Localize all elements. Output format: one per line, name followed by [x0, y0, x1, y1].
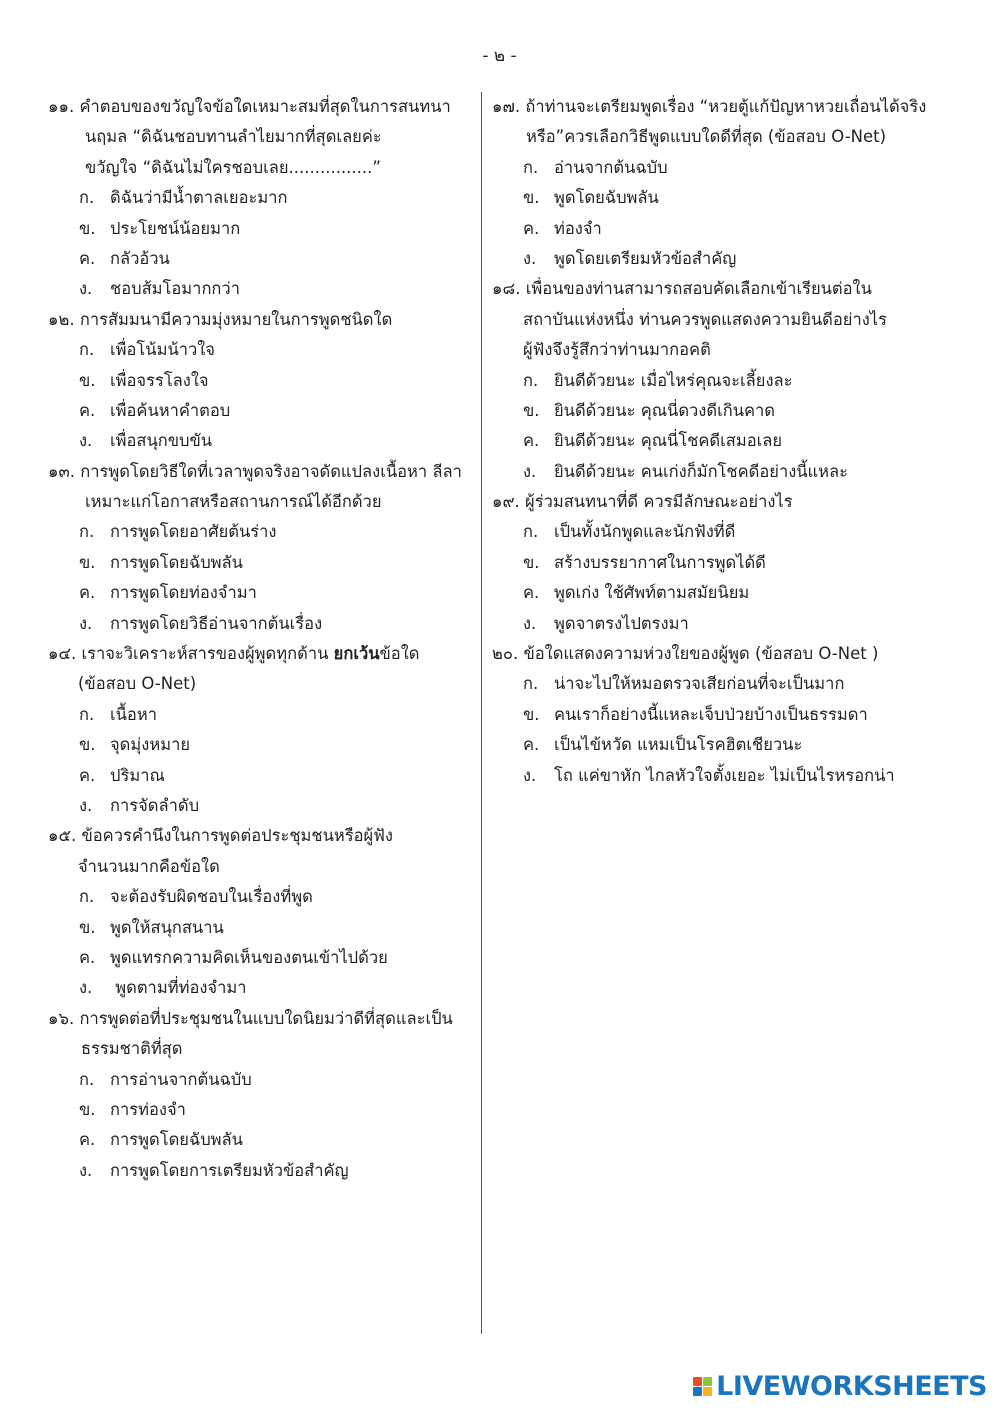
answer-option[interactable]: [492, 244, 962, 274]
answer-option[interactable]: [492, 153, 962, 183]
option-letter: ง.: [523, 765, 537, 785]
question-text: ๑๖. การพูดต่อที่ประชุมชนในแบบใดนิยมว่าดีที่สุดและเป็น: [48, 1004, 473, 1034]
question-text: ๑๒. การสัมมนามีความมุ่งหมายในการพูดชนิดใด: [48, 305, 473, 335]
question-16: [48, 1004, 473, 1186]
answer-option[interactable]: [48, 913, 473, 943]
answer-option[interactable]: [48, 882, 473, 912]
answer-option[interactable]: [48, 973, 473, 1003]
option-letter: ง.: [523, 613, 537, 633]
option-letter: ก.: [523, 674, 539, 694]
option-text: โถ แค่ขาหัก ไกลหัวใจตั้งเยอะ ไม่เป็นไรหรอกน่า: [554, 765, 895, 785]
option-text: พูดตามที่ท่องจำมา: [110, 978, 247, 998]
answer-option[interactable]: [48, 730, 473, 760]
option-letter: ข.: [523, 552, 540, 572]
question-text: ๒๐. ข้อใดแสดงความห่วงใยของผู้พูด (ข้อสอบ O-Net ): [492, 639, 962, 669]
option-letter: ข.: [523, 188, 540, 208]
answer-option[interactable]: [492, 457, 962, 487]
option-text: พูดจาตรงไปตรงมา: [554, 613, 689, 633]
answer-option[interactable]: [48, 517, 473, 547]
option-letter: ง.: [79, 1160, 93, 1180]
question-text-continued: เหมาะแก่โอกาสหรือสถานการณ์ได้อีกด้วย: [85, 492, 382, 512]
answer-option[interactable]: [492, 730, 962, 760]
option-letter: ค.: [79, 248, 96, 268]
option-letter: ง.: [79, 978, 93, 998]
logo-square: [693, 1377, 702, 1386]
option-text: น่าจะไปให้หมอตรวจเสียก่อนที่จะเป็นมาก: [554, 674, 845, 694]
question-11: [48, 92, 473, 305]
emphasis-except: ยกเว้น: [333, 644, 380, 664]
question-text: ๑๓. การพูดโดยวิธีใดที่เวลาพูดจริงอาจดัดแปลงเนื้อหา ลีลา: [48, 457, 473, 487]
option-text: การท่องจำ: [110, 1099, 186, 1119]
option-text: อ่านจากต้นฉบับ: [554, 157, 668, 177]
logo-square: [693, 1387, 702, 1396]
option-text: กลัวอ้วน: [110, 248, 170, 268]
option-letter: ง.: [79, 431, 93, 451]
column-divider: [481, 92, 482, 1334]
option-text: จุดมุ่งหมาย: [110, 735, 191, 755]
option-letter: ก.: [79, 1069, 95, 1089]
option-text: การพูดโดยอาศัยต้นร่าง: [110, 522, 277, 542]
option-text: เป็นไข้หวัด แหมเป็นโรคฮิตเชียวนะ: [554, 735, 803, 755]
option-letter: ก.: [79, 340, 95, 360]
option-text: การจัดลำดับ: [110, 795, 200, 815]
question-text-continued: ผู้ฟังจึงรู้สึกว่าท่านมากอคติ: [523, 340, 711, 360]
question-text-continued: ขวัญใจ “ดิฉันไม่ใครชอบเลย................”: [85, 157, 381, 177]
option-text: การอ่านจากต้นฉบับ: [110, 1069, 252, 1089]
answer-option[interactable]: [48, 335, 473, 365]
answer-option[interactable]: [492, 609, 962, 639]
option-letter: ค.: [523, 583, 540, 603]
answer-option[interactable]: [492, 214, 962, 244]
option-text: เพื่อโน้มน้าวใจ: [110, 340, 215, 360]
option-text: ท่องจำ: [554, 218, 602, 238]
question-text: ๑๙. ผู้ร่วมสนทนาที่ดี ควรมีลักษณะอย่างไร: [492, 487, 962, 517]
option-letter: ค.: [79, 583, 96, 603]
question-19: [492, 487, 962, 639]
option-letter: ง.: [523, 248, 537, 268]
answer-option[interactable]: [492, 669, 962, 699]
option-text: ปริมาณ: [110, 765, 165, 785]
logo-square: [703, 1387, 712, 1396]
option-letter: ก.: [79, 887, 95, 907]
question-20: [492, 639, 962, 791]
option-letter: ค.: [79, 947, 96, 967]
option-text: ประโยชน์น้อยมาก: [110, 218, 241, 238]
question-number: ๒๐.: [492, 644, 519, 664]
option-text: การพูดโดยวิธีอ่านจากต้นเรื่อง: [110, 613, 323, 633]
answer-option[interactable]: [48, 943, 473, 973]
option-letter: ก.: [523, 522, 539, 542]
option-letter: ค.: [79, 1130, 96, 1150]
answer-option[interactable]: [48, 791, 473, 821]
option-text: พูดแทรกความคิดเห็นของตนเข้าไปด้วย: [110, 947, 388, 967]
option-letter: ก.: [79, 522, 95, 542]
option-letter: ข.: [523, 400, 540, 420]
option-text: จะต้องรับผิดชอบในเรื่องที่พูด: [110, 887, 313, 907]
option-text: เพื่อจรรโลงใจ: [110, 370, 209, 390]
answer-option[interactable]: [48, 548, 473, 578]
option-text: เป็นทั้งนักพูดและนักฟังที่ดี: [554, 522, 736, 542]
answer-option[interactable]: [492, 548, 962, 578]
question-number: ๑๙.: [492, 492, 520, 512]
question-text: ๑๘. เพื่อนของท่านสามารถสอบคัดเลือกเข้าเรียนต่อใน: [492, 274, 962, 304]
option-letter: ข.: [79, 1099, 96, 1119]
question-number: ๑๓.: [48, 461, 75, 481]
answer-option[interactable]: [492, 426, 962, 456]
option-letter: ง.: [79, 613, 93, 633]
option-text: เนื้อหา: [110, 704, 157, 724]
option-text: เพื่อค้นหาคำตอบ: [110, 400, 231, 420]
logo-square: [703, 1377, 712, 1386]
option-letter: ก.: [79, 704, 95, 724]
question-text-continued: นฤมล “ดิฉันชอบทานลำไยมากที่สุดเลยค่ะ: [85, 127, 382, 147]
option-letter: ข.: [79, 370, 96, 390]
answer-option[interactable]: [48, 366, 473, 396]
answer-option[interactable]: [48, 1095, 473, 1125]
answer-option[interactable]: [492, 578, 962, 608]
option-letter: ก.: [523, 157, 539, 177]
question-text-continued: จำนวนมากคือข้อใด: [78, 856, 220, 876]
answer-option[interactable]: [48, 761, 473, 791]
answer-option[interactable]: [492, 183, 962, 213]
option-letter: ง.: [523, 461, 537, 481]
answer-option[interactable]: [492, 700, 962, 730]
option-text: การพูดโดยการเตรียมหัวข้อสำคัญ: [110, 1160, 349, 1180]
question-text-continued: สถาบันแห่งหนึ่ง ท่านควรพูดแสดงความยินดีอย่างไร: [523, 309, 887, 329]
question-number: ๑๗.: [492, 97, 521, 116]
option-text: สร้างบรรยากาศในการพูดได้ดี: [554, 552, 766, 572]
answer-option[interactable]: [48, 183, 473, 213]
option-text: เพื่อสนุกขบขัน: [110, 431, 213, 451]
question-15: [48, 821, 473, 1003]
question-number: ๑๔.: [48, 644, 77, 664]
question-18: [492, 274, 962, 487]
question-14: [48, 639, 473, 821]
answer-option[interactable]: [492, 517, 962, 547]
answer-option[interactable]: [492, 761, 962, 791]
question-text: ๑๑. คำตอบของขวัญใจข้อใดเหมาะสมที่สุดในการสนทนา: [48, 92, 473, 122]
option-text: คนเราก็อย่างนี้แหละเจ็บป่วยบ้างเป็นธรรมดา: [554, 704, 868, 724]
option-text: การพูดโดยฉับพลัน: [110, 1130, 243, 1150]
option-text: พูดเก่ง ใช้ศัพท์ตามสมัยนิยม: [554, 583, 750, 603]
option-letter: ค.: [523, 431, 540, 451]
option-text: ยินดีด้วยนะ เมื่อไหร่คุณจะเลี้ยงละ: [554, 370, 793, 390]
option-letter: ค.: [523, 735, 540, 755]
question-number: ๑๒.: [48, 309, 75, 329]
liveworksheets-logo-icon: [693, 1377, 712, 1396]
option-text: พูดโดยฉับพลัน: [554, 188, 659, 208]
answer-option[interactable]: [48, 214, 473, 244]
question-12: [48, 305, 473, 457]
option-letter: ข.: [523, 704, 540, 724]
question-number: ๑๑.: [48, 97, 75, 116]
question-number: ๑๘.: [492, 279, 521, 299]
option-letter: ค.: [79, 400, 96, 420]
answer-option[interactable]: [48, 1125, 473, 1155]
question-text: ๑๔. เราจะวิเคราะห์สารของผู้พูดทุกด้าน ยกเว้นข้อใด: [48, 639, 473, 669]
question-text: ๑๗. ถ้าท่านจะเตรียมพูดเรื่อง “หวยตู้แก้ปัญหาหวยเถื่อนได้จริง: [492, 92, 962, 122]
option-text: ยินดีด้วยนะ คนเก่งก็มักโชคดีอย่างนี้แหละ: [554, 461, 849, 481]
question-text-continued: หรือ”ควรเลือกวิธีพูดแบบใดดีที่สุด (ข้อสอบ O-Net): [526, 127, 887, 147]
logo-text: LIVEWORKSHEETS: [716, 1370, 987, 1402]
question-number: ๑๕.: [48, 826, 77, 846]
answer-option[interactable]: [492, 366, 962, 396]
option-letter: ข.: [79, 218, 96, 238]
option-text: พูดโดยเตรียมหัวข้อสำคัญ: [554, 248, 737, 268]
question-text-continued: ธรรมชาติที่สุด: [81, 1039, 183, 1059]
answer-option[interactable]: [48, 426, 473, 456]
answer-option[interactable]: [48, 700, 473, 730]
option-letter: ข.: [79, 917, 96, 937]
option-text: ชอบส้มโอมากกว่า: [110, 279, 240, 299]
answer-option[interactable]: [48, 396, 473, 426]
page-number: - ๒ -: [482, 46, 517, 66]
option-letter: ง.: [79, 279, 93, 299]
left-column: [48, 92, 473, 1186]
option-letter: ก.: [79, 188, 95, 208]
option-text: ยินดีด้วยนะ คุณนี่โชคดีเสมอเลย: [554, 431, 783, 451]
question-17: [492, 92, 962, 274]
option-letter: ข.: [79, 552, 96, 572]
answer-option[interactable]: [48, 1065, 473, 1095]
option-letter: ค.: [523, 218, 540, 238]
option-text: การพูดโดยฉับพลัน: [110, 552, 243, 572]
question-text-continued: (ข้อสอบ O-Net): [78, 674, 197, 694]
option-text: พูดให้สนุกสนาน: [110, 917, 224, 937]
option-letter: ค.: [79, 765, 96, 785]
right-column: [492, 92, 962, 791]
answer-option[interactable]: [492, 396, 962, 426]
answer-option[interactable]: [48, 274, 473, 304]
option-text: ดิฉันว่ามีน้ำตาลเยอะมาก: [110, 188, 288, 208]
question-number: ๑๖.: [48, 1008, 75, 1028]
answer-option[interactable]: [48, 244, 473, 274]
option-text: การพูดโดยท่องจำมา: [110, 583, 257, 603]
option-letter: ก.: [523, 370, 539, 390]
liveworksheets-logo: [693, 1371, 987, 1401]
question-13: [48, 457, 473, 639]
answer-option[interactable]: [48, 578, 473, 608]
option-letter: ง.: [79, 795, 93, 815]
option-text: ยินดีด้วยนะ คุณนี่ดวงดีเกินคาด: [554, 400, 776, 420]
answer-option[interactable]: [48, 609, 473, 639]
answer-option[interactable]: [48, 1156, 473, 1186]
question-text: ๑๕. ข้อควรคำนึงในการพูดต่อประชุมชนหรือผู้ฟัง: [48, 821, 473, 851]
option-letter: ข.: [79, 735, 96, 755]
